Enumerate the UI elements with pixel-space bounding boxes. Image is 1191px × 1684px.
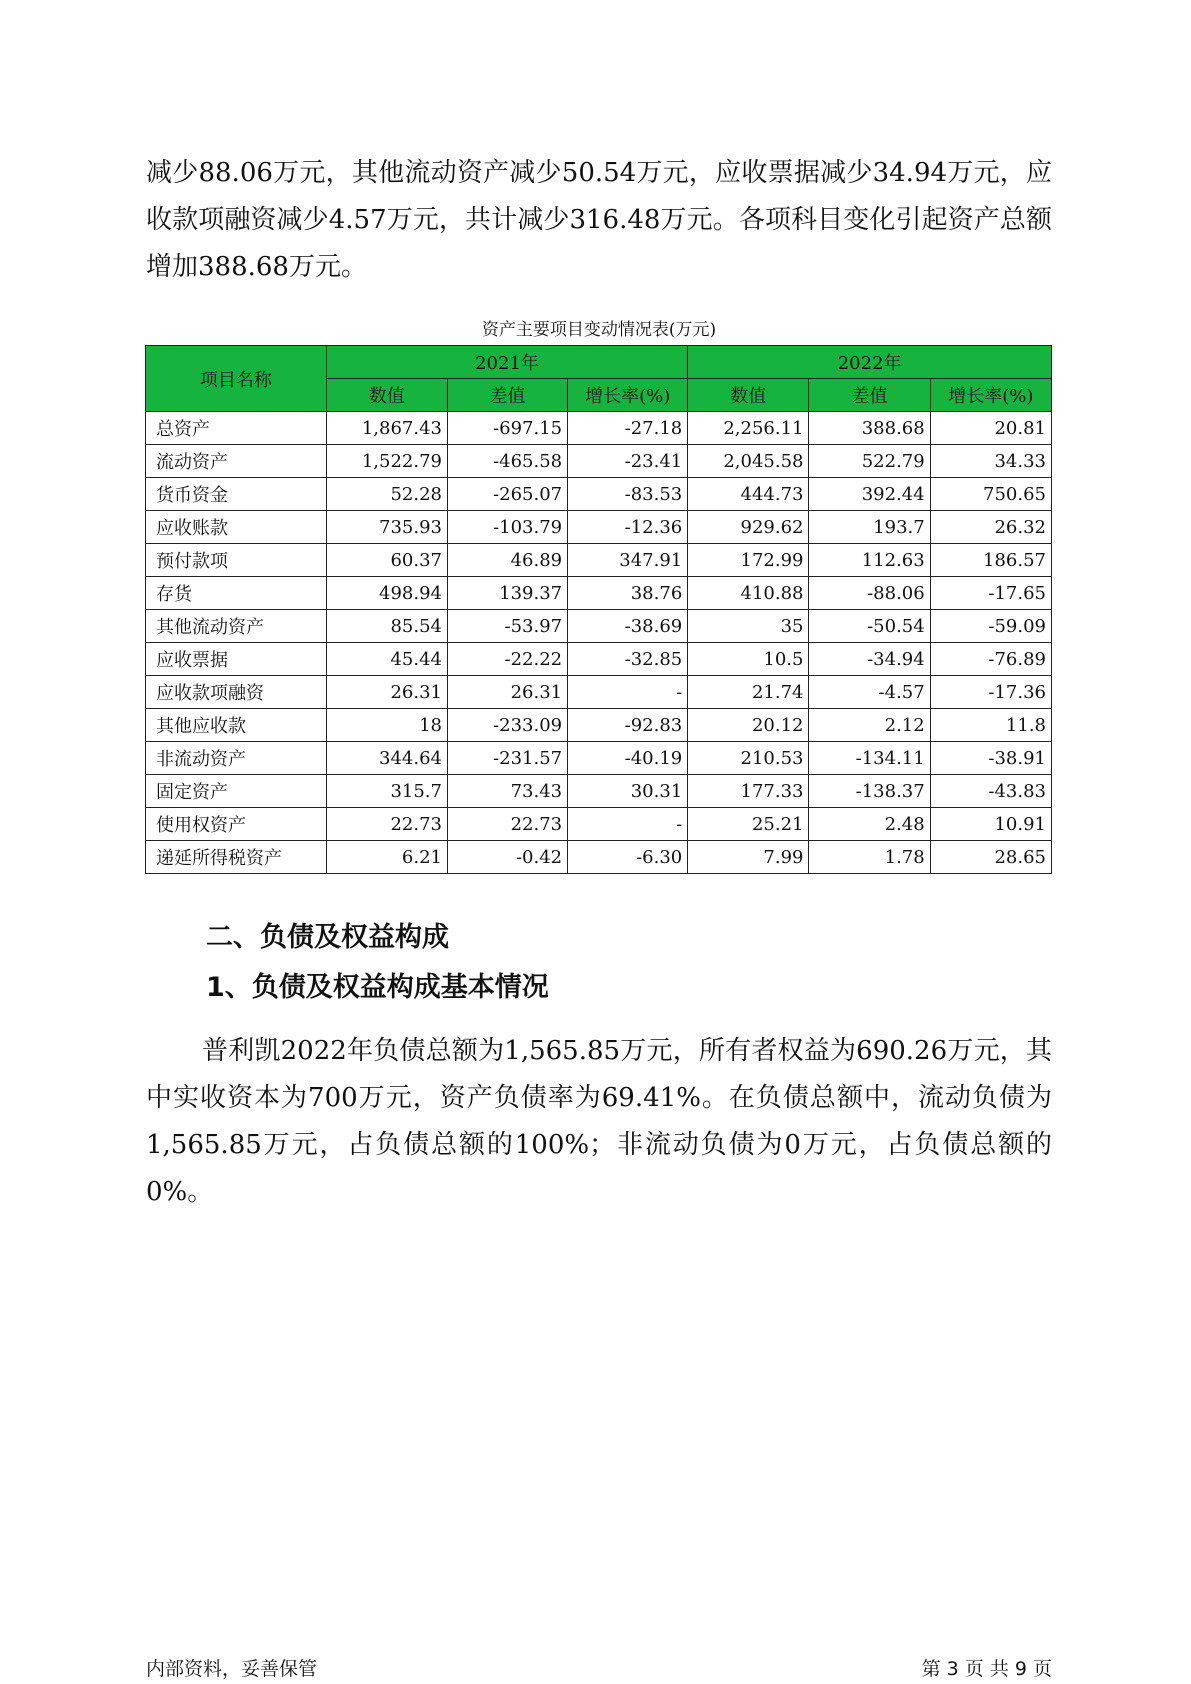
table-cell: 11.8 <box>930 709 1051 742</box>
table-cell: 34.33 <box>930 445 1051 478</box>
subcol-value-2022: 数值 <box>688 379 809 412</box>
table-row <box>146 412 1052 445</box>
table-cell: -76.89 <box>930 643 1051 676</box>
subcol-growth-2022: 增长率(%) <box>930 379 1051 412</box>
table-cell: 410.88 <box>688 577 809 610</box>
table-cell: -59.09 <box>930 610 1051 643</box>
row-item-name: 应收账款 <box>146 511 327 544</box>
table-cell: -38.91 <box>930 742 1051 775</box>
table-row <box>146 544 1052 577</box>
table-cell: 193.7 <box>809 511 930 544</box>
table-cell: 7.99 <box>688 841 809 874</box>
table-cell: -53.97 <box>447 610 567 643</box>
table-cell: -40.19 <box>568 742 688 775</box>
row-item-name: 其他应收款 <box>146 709 327 742</box>
table-cell: 28.65 <box>930 841 1051 874</box>
row-item-name: 使用权资产 <box>146 808 327 841</box>
subcol-diff-2022: 差值 <box>809 379 930 412</box>
table-cell: 1,867.43 <box>326 412 447 445</box>
table-cell: - <box>568 808 688 841</box>
table-cell: -23.41 <box>568 445 688 478</box>
table-cell: 10.5 <box>688 643 809 676</box>
table-cell: 2.12 <box>809 709 930 742</box>
table-cell: 38.76 <box>568 577 688 610</box>
subsection-heading: 1、负债及权益构成基本情况 <box>206 972 549 1003</box>
row-item-name: 其他流动资产 <box>146 610 327 643</box>
table-cell: -34.94 <box>809 643 930 676</box>
table-cell: -50.54 <box>809 610 930 643</box>
table-cell: 2,256.11 <box>688 412 809 445</box>
section-heading: 二、负债及权益构成 <box>206 922 449 953</box>
table-cell: 22.73 <box>447 808 567 841</box>
table-row <box>146 511 1052 544</box>
table-cell: -138.37 <box>809 775 930 808</box>
table-cell: 73.43 <box>447 775 567 808</box>
table-row <box>146 577 1052 610</box>
table-cell: 20.12 <box>688 709 809 742</box>
table-cell: 112.63 <box>809 544 930 577</box>
table-cell: 52.28 <box>326 478 447 511</box>
table-cell: -32.85 <box>568 643 688 676</box>
table-cell: 444.73 <box>688 478 809 511</box>
table-row <box>146 709 1052 742</box>
table-cell: 344.64 <box>326 742 447 775</box>
table-cell: 186.57 <box>930 544 1051 577</box>
table-cell: -265.07 <box>447 478 567 511</box>
table-cell: 522.79 <box>809 445 930 478</box>
table-cell: 35 <box>688 610 809 643</box>
table-cell: 2.48 <box>809 808 930 841</box>
table-cell: -43.83 <box>930 775 1051 808</box>
table-cell: 172.99 <box>688 544 809 577</box>
table-cell: -231.57 <box>447 742 567 775</box>
table-row <box>146 775 1052 808</box>
table-cell: 6.21 <box>326 841 447 874</box>
table-cell: 392.44 <box>809 478 930 511</box>
table-cell: 139.37 <box>447 577 567 610</box>
table-cell: -38.69 <box>568 610 688 643</box>
row-item-name: 递延所得税资产 <box>146 841 327 874</box>
table-cell: -27.18 <box>568 412 688 445</box>
row-item-name: 固定资产 <box>146 775 327 808</box>
subcol-value-2021: 数值 <box>326 379 447 412</box>
year-header-2022: 2022年 <box>688 346 1052 379</box>
row-item-name: 总资产 <box>146 412 327 445</box>
table-cell: 1,522.79 <box>326 445 447 478</box>
table-cell: 26.31 <box>326 676 447 709</box>
table-cell: 45.44 <box>326 643 447 676</box>
table-cell: -6.30 <box>568 841 688 874</box>
table-cell: 1.78 <box>809 841 930 874</box>
table-cell: 60.37 <box>326 544 447 577</box>
table-cell: -92.83 <box>568 709 688 742</box>
table-cell: 177.33 <box>688 775 809 808</box>
table-cell: 315.7 <box>326 775 447 808</box>
table-cell: -134.11 <box>809 742 930 775</box>
table-cell: 10.91 <box>930 808 1051 841</box>
table-cell: 22.73 <box>326 808 447 841</box>
table-cell: 20.81 <box>930 412 1051 445</box>
subcol-growth-2021: 增长率(%) <box>568 379 688 412</box>
table-cell: - <box>568 676 688 709</box>
table-cell: -17.65 <box>930 577 1051 610</box>
table-cell: 25.21 <box>688 808 809 841</box>
table-cell: 750.65 <box>930 478 1051 511</box>
row-item-name: 流动资产 <box>146 445 327 478</box>
liability-paragraph: 普利凯2022年负债总额为1,565.85万元，所有者权益为690.26万元，其中实收资本为700万元，资产负债率为69.41%。在负债总额中，流动负债为1,565.85万元，占负债总额的100%；非流动负债为0万元，占负债总额的0%。 <box>146 1036 1052 1207</box>
table-cell: -103.79 <box>447 511 567 544</box>
table-cell: 347.91 <box>568 544 688 577</box>
table-cell: -12.36 <box>568 511 688 544</box>
table-row <box>146 676 1052 709</box>
row-item-name: 应收款项融资 <box>146 676 327 709</box>
table-cell: -4.57 <box>809 676 930 709</box>
table-cell: 30.31 <box>568 775 688 808</box>
year-header-2021: 2021年 <box>326 346 688 379</box>
intro-paragraph: 减少88.06万元，其他流动资产减少50.54万元，应收票据减少34.94万元，应收款项融资减少4.57万元，共计减少316.48万元。各项科目变化引起资产总额增加388.68万元。 <box>146 158 1052 282</box>
table-cell: -88.06 <box>809 577 930 610</box>
table-cell: 85.54 <box>326 610 447 643</box>
table-row <box>146 841 1052 874</box>
table-cell: -465.58 <box>447 445 567 478</box>
footer-confidential-note: 内部资料，妥善保管 <box>146 1658 318 1680</box>
table-cell: -0.42 <box>447 841 567 874</box>
asset-change-table <box>145 345 1052 874</box>
row-item-name: 预付款项 <box>146 544 327 577</box>
table-cell: 26.31 <box>447 676 567 709</box>
table-cell: -697.15 <box>447 412 567 445</box>
row-item-name: 存货 <box>146 577 327 610</box>
table-cell: -22.22 <box>447 643 567 676</box>
row-item-name: 非流动资产 <box>146 742 327 775</box>
table-row <box>146 445 1052 478</box>
table-cell: -17.36 <box>930 676 1051 709</box>
col-header-item: 项目名称 <box>146 346 327 412</box>
table-cell: -83.53 <box>568 478 688 511</box>
row-item-name: 货币资金 <box>146 478 327 511</box>
table-cell: 929.62 <box>688 511 809 544</box>
table-cell: 46.89 <box>447 544 567 577</box>
row-item-name: 应收票据 <box>146 643 327 676</box>
table-cell: 735.93 <box>326 511 447 544</box>
table-row <box>146 643 1052 676</box>
table-cell: -233.09 <box>447 709 567 742</box>
table-row <box>146 610 1052 643</box>
table-caption: 资产主要项目变动情况表(万元) <box>481 320 717 340</box>
table-cell: 21.74 <box>688 676 809 709</box>
table-row <box>146 742 1052 775</box>
footer-page-number: 第 3 页 共 9 页 <box>921 1658 1052 1680</box>
table-cell: 2,045.58 <box>688 445 809 478</box>
table-cell: 498.94 <box>326 577 447 610</box>
table-row <box>146 478 1052 511</box>
subcol-diff-2021: 差值 <box>447 379 567 412</box>
table-cell: 388.68 <box>809 412 930 445</box>
table-cell: 18 <box>326 709 447 742</box>
table-cell: 26.32 <box>930 511 1051 544</box>
table-cell: 210.53 <box>688 742 809 775</box>
table-row <box>146 808 1052 841</box>
